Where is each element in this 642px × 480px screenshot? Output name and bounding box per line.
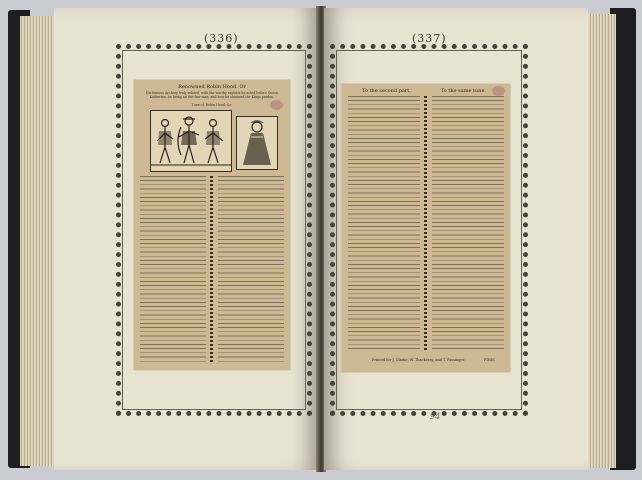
printer-imprint: Printed for J. Clarke, W. Thackeray, and T. Passinger. xyxy=(372,358,465,362)
right-verse-column-2 xyxy=(432,96,504,352)
right-page xyxy=(324,8,588,470)
library-stamp xyxy=(270,100,283,110)
right-tune-heading: To the same tune. xyxy=(440,88,486,94)
woodcut-archers-image xyxy=(150,110,232,172)
right-second-part-heading: To the second part, xyxy=(362,88,411,94)
left-broadside-sheet xyxy=(134,80,290,370)
page-edges-left xyxy=(20,16,56,466)
left-verse-column-2 xyxy=(218,176,284,364)
folio-signature-mark: 94 xyxy=(430,412,441,421)
right-page-number: (337) xyxy=(412,32,447,45)
left-verse-column-1 xyxy=(140,176,206,364)
finis-mark: FINIS. xyxy=(484,358,496,362)
left-page xyxy=(54,8,318,470)
right-verse-column-1 xyxy=(348,96,420,352)
left-ballad-title: Renowned Robin Hood. Or xyxy=(178,84,246,90)
right-broadside-sheet xyxy=(342,84,510,372)
woodcut-queen-image xyxy=(236,116,278,170)
left-ballad-subtitle: His famous Archery truly related, with the worthy exploits he acted before Queen Katherine, he being an Out-law man; and how he obtained the Kings pardon. xyxy=(145,91,279,99)
left-page-number: (336) xyxy=(204,32,239,45)
column-divider-ornament xyxy=(210,176,213,364)
right-ballad-verse-columns xyxy=(348,96,504,352)
left-ballad-verse-columns xyxy=(140,176,284,364)
left-ballad-tune: Tune of, Robin Hood, &c. xyxy=(191,103,233,107)
column-divider-ornament-right xyxy=(424,96,427,352)
library-stamp-right xyxy=(492,86,505,96)
page-edges-right xyxy=(586,14,616,468)
